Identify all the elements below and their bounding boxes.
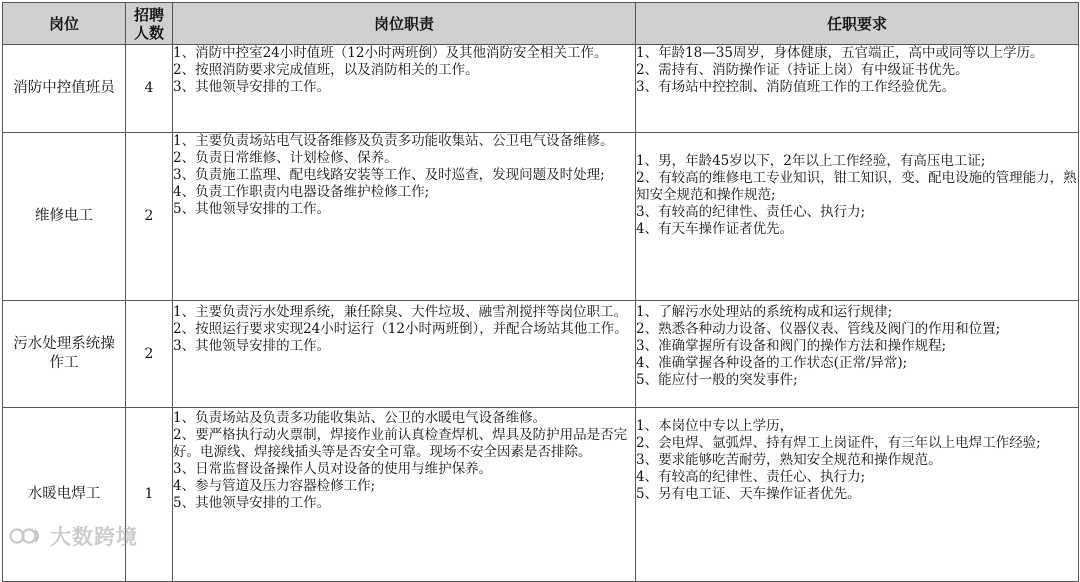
requirement-item: 4、有较高的纪律性、责任心、执行力; — [636, 469, 866, 485]
table-row — [3, 45, 1079, 133]
position-name: 污水处理系统操作工 — [13, 336, 115, 371]
duties-cell — [173, 408, 636, 582]
duty-item: 3、负责施工监理、配电线路安装等工作、及时巡查，发现问题及时处理; — [173, 167, 605, 183]
duties-cell — [173, 45, 636, 133]
header-requirements: 任职要求 — [636, 3, 1079, 45]
duty-item: 2、按照运行要求实现24小时运行（12小时两班倒），并配合场站其他工作。 — [173, 321, 628, 337]
requirement-item: 1、了解污水处理站的系统构成和运行规律; — [636, 304, 893, 320]
requirement-item: 3、有场站中控控制、消防值班工作的工作经验优先。 — [636, 79, 956, 95]
duty-item: 4、参与管道及压力容器检修工作; — [173, 478, 376, 494]
watermark-text: 大数跨境 — [50, 525, 138, 549]
count-cell: 2 — [126, 133, 173, 301]
duty-item: 1、消防中控室24小时值班（12小时两班倒）及其他消防安全相关工作。 — [173, 45, 608, 61]
requirement-item: 2、有较高的维修电工专业知识，钳工知识，变、配电设施的管理能力，熟知安全规范和操作规范; — [636, 170, 1077, 203]
requirements-cell — [636, 408, 1079, 582]
position-name: 维修电工 — [35, 208, 93, 224]
duty-item: 3、其他领导安排的工作。 — [173, 338, 331, 354]
header-count-line2: 人数 — [133, 23, 164, 42]
count-cell: 2 — [126, 301, 173, 408]
requirement-item: 3、有较高的纪律性、责任心、执行力; — [636, 204, 866, 220]
position-cell — [3, 408, 126, 582]
table-row — [3, 408, 1079, 582]
position-name: 水暖电焊工 — [27, 486, 101, 502]
requirements-cell — [636, 45, 1079, 133]
requirement-item: 2、熟悉各种动力设备、仪器仪表、管线及阀门的作用和位置; — [636, 321, 1001, 337]
position-cell — [3, 133, 126, 301]
header-count — [126, 3, 173, 45]
duties-cell — [173, 133, 636, 301]
header-count-line1: 招聘 — [133, 5, 164, 24]
dashuju-logo-icon — [8, 523, 44, 549]
requirement-item: 2、会电焊、氩弧焊、持有焊工上岗证件，有三年以上电焊工作经验; — [636, 435, 1041, 451]
position-name: 消防中控值班员 — [13, 80, 115, 96]
duty-item: 1、主要负责污水处理系统，兼任除臭、大件垃圾、融雪剂搅拌等岗位职工。 — [173, 304, 628, 320]
requirement-item: 4、准确掌握各种设备的工作状态(正常/异常); — [636, 355, 908, 371]
header-duties: 岗位职责 — [173, 3, 636, 45]
requirement-item: 1、本岗位中专以上学历， — [636, 418, 794, 434]
count-cell: 1 — [126, 408, 173, 582]
duty-item: 1、主要负责场站电气设备维修及负责多功能收集站、公卫电气设备维修。 — [173, 133, 614, 149]
position-cell — [3, 301, 126, 408]
watermark — [8, 521, 138, 551]
duty-item: 2、负责日常维修、计划检修、保养。 — [173, 150, 398, 166]
requirements-cell — [636, 133, 1079, 301]
position-cell — [3, 45, 126, 133]
requirement-item: 1、年龄18—35周岁，身体健康，五官端正，高中或同等以上学历。 — [636, 45, 1044, 61]
requirement-item: 5、另有电工证、天车操作证者优先。 — [636, 486, 861, 502]
requirement-item: 3、准确掌握所有设备和阀门的操作方法和操作规程; — [636, 338, 947, 354]
requirement-item: 2、需持有、消防操作证（持证上岗）有中级证书优先。 — [636, 62, 969, 78]
duty-item: 5、其他领导安排的工作。 — [173, 495, 331, 511]
count-cell: 4 — [126, 45, 173, 133]
requirement-item: 1、男，年龄45岁以下，2年以上工作经验，有高压电工证; — [636, 153, 986, 169]
duty-item: 2、按照消防要求完成值班，以及消防相关的工作。 — [173, 62, 479, 78]
header-position: 岗位 — [3, 3, 126, 45]
duty-item: 2、要严格执行动火票制，焊接作业前认真检查焊机、焊具及防护用品是否完好。电源线、焊接线插头等是否安全可靠。现场不安全因素是否排除。 — [173, 427, 628, 460]
duty-item: 3、日常监督设备操作人员对设备的使用与维护保养。 — [173, 461, 493, 477]
table-row — [3, 301, 1079, 408]
requirement-item: 3、要求能够吃苦耐劳，熟知安全规范和操作规范。 — [636, 452, 942, 468]
job-listing-table — [2, 2, 1079, 582]
requirement-item: 5、能应付一般的突发事件; — [636, 372, 798, 388]
duty-item: 4、负责工作职责内电器设备维护检修工作; — [173, 184, 430, 200]
duties-cell — [173, 301, 636, 408]
duty-item: 3、其他领导安排的工作。 — [173, 79, 331, 95]
requirement-item: 4、有天车操作证者优先。 — [636, 221, 794, 237]
requirements-cell — [636, 301, 1079, 408]
duty-item: 5、其他领导安排的工作。 — [173, 201, 331, 217]
table-row — [3, 133, 1079, 301]
header-row — [3, 3, 1079, 45]
duty-item: 1、负责场站及负责多功能收集站、公卫的水暖电气设备维修。 — [173, 410, 547, 426]
